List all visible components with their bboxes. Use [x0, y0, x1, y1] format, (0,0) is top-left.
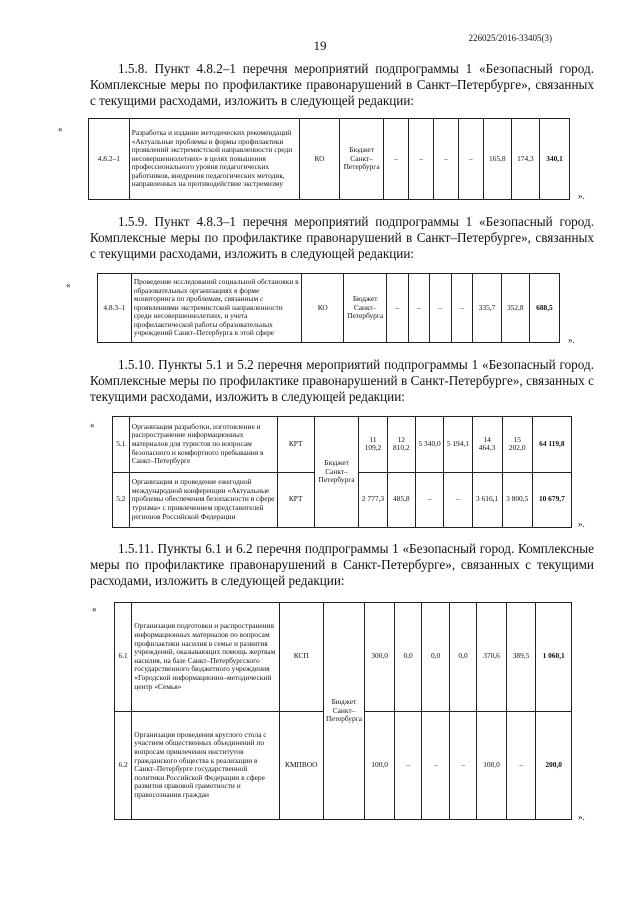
row-total: 64 119,8 — [532, 417, 571, 473]
row-value: – — [451, 274, 473, 343]
row-executor: КСП — [279, 603, 323, 712]
row-description: Проведение исследований социальной обстановки в образовательных организациях в форме мониторинга по проблемам, связанным с проявлениями экстремистской направленности среди несовершеннолетних, и учета профилактической работы образовательных учреждений Санкт–Петербурга в этой сфере — [131, 274, 301, 343]
row-value: – — [384, 119, 409, 200]
open-quote: « — [90, 420, 95, 430]
row-value: 389,5 — [506, 603, 536, 712]
row-value: 5 194,1 — [444, 417, 472, 473]
row-value: 165,8 — [483, 119, 511, 200]
row-executor: КРТ — [277, 417, 314, 473]
row-description: Разработка и издание методических рекомендаций «Актуальные проблемы и формы профилактики проявлений экстремистской направленности среди несовершеннолетних» в целях повышения профессионального уровня педагогических работников, внедрения педагогических методик, направленных на противодействие экстремизму — [129, 119, 299, 200]
close-quote: ». — [568, 335, 575, 345]
row-value: – — [387, 274, 409, 343]
row-source: Бюджет Санкт–Петербурга — [339, 119, 384, 200]
row-value: – — [444, 472, 472, 528]
row-value: 300,0 — [365, 603, 395, 712]
row-value: 370,6 — [477, 603, 507, 712]
row-value: 15 202,0 — [502, 417, 532, 473]
table-row — [113, 417, 572, 473]
row-value: – — [506, 711, 536, 820]
row-value: 2 777,3 — [359, 472, 387, 528]
row-value: – — [409, 119, 434, 200]
row-source: Бюджет Санкт–Петербурга — [323, 603, 365, 820]
row-number: 6.2 — [115, 711, 132, 820]
row-value: 174,3 — [511, 119, 539, 200]
row-value: 352,8 — [501, 274, 529, 343]
row-total: 10 679,7 — [532, 472, 571, 528]
row-executor: КО — [302, 274, 344, 343]
row-value: 100,0 — [365, 711, 395, 820]
row-number: 4.8.2–1 — [89, 119, 130, 200]
row-total: 200,0 — [536, 711, 572, 820]
paragraph-1-5-9: 1.5.9. Пункт 4.8.3–1 перечня мероприятий подпрограммы 1 «Безопасный город. Комплексные меры по профилактике правонарушений в Санкт–Петербурге», связанных с текущими расходами, изложить в следующей редакции: — [90, 214, 594, 261]
row-executor: КО — [300, 119, 340, 200]
open-quote: « — [66, 280, 71, 290]
row-number: 5.2 — [113, 472, 130, 528]
row-value: 14 464,3 — [472, 417, 502, 473]
row-value: – — [458, 119, 483, 200]
row-value: – — [434, 119, 459, 200]
row-value: 5 340,0 — [415, 417, 443, 473]
table-6-1-6-2 — [114, 602, 572, 820]
row-description: Организация разработки, изготовление и распространение информационных материалов для туристов по вопросам безопасного и комфортного пребывания в Санкт–Петербурге — [129, 417, 277, 473]
row-source: Бюджет Санкт–Петербурга — [344, 274, 387, 343]
row-value: 0,0 — [394, 603, 421, 712]
row-executor: КМПВОО — [279, 711, 323, 820]
row-value: 0,0 — [422, 603, 449, 712]
row-value: 100,0 — [477, 711, 507, 820]
open-quote: « — [58, 124, 63, 134]
close-quote: ». — [578, 812, 585, 822]
row-description: Организация и проведение ежегодной международной конференции «Актуальные проблемы обеспечения безопасности в сфере туризма» с привлечением представителей регионов Российской Федерации — [129, 472, 277, 528]
row-description: Организация подготовки и распространения информационных материалов по вопросам профилактики насилия в семье и развития учреждений, оказывающих помощь жертвам насилия, на базе Санкт–Петербургского государственного бюджетного учреждения «Городской информационно–методический центр «Семья» — [132, 603, 280, 712]
row-value: – — [430, 274, 452, 343]
row-value: 3 800,5 — [502, 472, 532, 528]
close-quote: ». — [578, 191, 585, 201]
row-value: – — [408, 274, 430, 343]
page-number: 19 — [313, 38, 327, 53]
table-4-8-2-1 — [88, 118, 570, 200]
table-row — [115, 603, 572, 712]
close-quote: ». — [578, 519, 585, 529]
row-number: 5.1 — [113, 417, 130, 473]
row-source: Бюджет Санкт–Петербурга — [314, 417, 359, 528]
row-value: 0,0 — [449, 603, 476, 712]
row-value: – — [415, 472, 443, 528]
row-executor: КРТ — [277, 472, 314, 528]
row-value: – — [394, 711, 421, 820]
row-value: 485,8 — [387, 472, 415, 528]
row-value: 11 109,2 — [359, 417, 387, 473]
row-value: – — [422, 711, 449, 820]
row-total: 688,5 — [529, 274, 559, 343]
document-id: 226025/2016-33405(3) — [468, 33, 552, 43]
row-description: Организация проведения круглого стола с участием общественных объединений по вопросам привлечения институтов гражданского общества к реализации в Санкт–Петербурге государственной политики Российской Федерации в сфере развития правовой грамотности и правосознания граждан — [132, 711, 280, 820]
row-value: 12 810,2 — [387, 417, 415, 473]
paragraph-1-5-11: 1.5.11. Пункты 6.1 и 6.2 перечня подпрограммы 1 «Безопасный город. Комплексные меры по профилактике правонарушений в Санкт-Петербурге», связанных с текущими расходами, изложить в следующей редакции: — [90, 541, 594, 588]
table-row — [98, 274, 560, 343]
table-4-8-3-1 — [97, 273, 560, 343]
row-number: 6.1 — [115, 603, 132, 712]
row-total: 340,1 — [539, 119, 569, 200]
row-value: 335,7 — [473, 274, 501, 343]
paragraph-1-5-10: 1.5.10. Пункты 5.1 и 5.2 перечня мероприятий подпрограммы 1 «Безопасный город. Комплексные меры по профилактике правонарушений в Санкт-Петербурге», связанных с текущими расходами, изложить в следующей редакции: — [90, 357, 594, 404]
row-number: 4.8.3–1 — [98, 274, 132, 343]
row-value: 3 616,1 — [472, 472, 502, 528]
open-quote: « — [92, 604, 97, 614]
paragraph-1-5-8: 1.5.8. Пункт 4.8.2–1 перечня мероприятий подпрограммы 1 «Безопасный город. Комплексные меры по профилактике правонарушений в Санкт–Петербурге», связанных с текущими расходами, изложить в следующей редакции: — [90, 61, 594, 108]
table-5-1-5-2 — [112, 416, 572, 528]
row-total: 1 060,1 — [536, 603, 572, 712]
row-value: – — [449, 711, 476, 820]
table-row — [89, 119, 570, 200]
